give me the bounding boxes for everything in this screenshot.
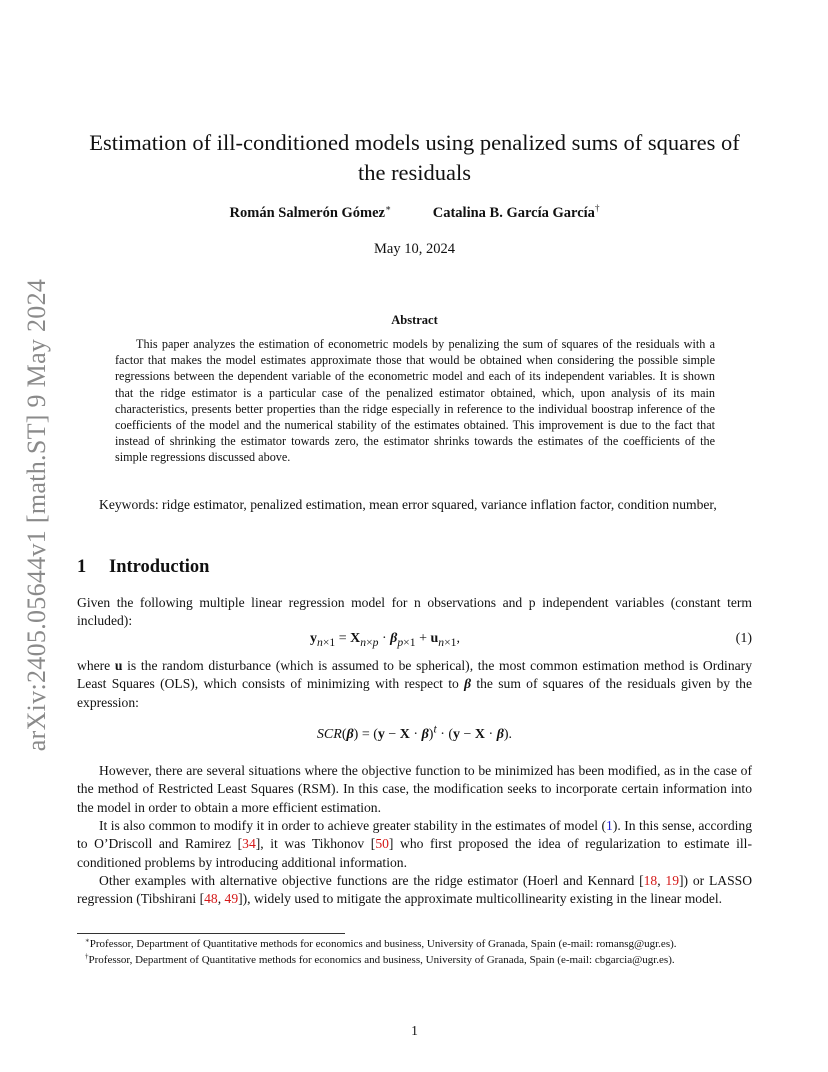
footnote-1-text: Professor, Department of Quantitative methods for economics and business, University of Granada, Spain (e-mail: romansg@ugr.es). [89, 938, 677, 950]
paragraph-ols [77, 657, 752, 712]
footnote-1 [77, 937, 752, 952]
author-2 [433, 205, 600, 221]
p2-text-a: where [77, 658, 115, 673]
keywords: Keywords: ridge estimator, penalized estimation, mean error squared, variance inflation factor, condition number, [99, 497, 717, 512]
author-1-footnote-mark[interactable]: ∗ [385, 203, 392, 214]
equation-1-label: (1) [735, 631, 752, 646]
footnotes [77, 937, 752, 969]
citation-link[interactable]: 50 [375, 836, 389, 852]
author-list [77, 205, 752, 222]
citation-separator: , [217, 891, 225, 907]
abstract-text: This paper analyzes the estimation of econometric models by penalizing the sum of squares of the residuals with a factor that makes the model estimates approximate those that would be obtained when considering the possible simple regressions between the dependent variable of the econometric model and each of its independent variables. It is shown that the ridge estimator is a particular case of the penalized estimator obtained, which, upon analysis of its main characteristics, presents better properties than the ridge especially in reference to the individual boostrap inference of the coefficients of the model and the numerical stability of the estimates obtained. This improvement is due to the fact that instead of shrinking the estimator towards zero, the estimator shrinks towards the estimates of the coefficients of the simple regressions discussed above. [115, 337, 715, 465]
author-1 [230, 205, 392, 221]
p2-symbol-beta: β [464, 676, 472, 692]
section-number: 1 [77, 557, 87, 577]
footnote-2-mark: † [85, 952, 89, 961]
p4-text-d: ] who first proposed the idea of regularization to estimate ill-conditioned problems by introducing additional information. [77, 836, 752, 870]
paper-date: May 10, 2024 [374, 241, 455, 257]
p2-text-c: is the random disturbance (which is assumed to be spherical), the most common estimation method is Ordinary Least Squares (OLS), which consists of minimizing with respect to [77, 658, 752, 692]
citation-link[interactable]: 34 [242, 836, 256, 852]
p5-text-c: ]), widely used to mitigate the approximate multicollinearity existing in the linear model. [238, 891, 723, 907]
p5-text-a: Other examples with alternative objective functions are the ridge estimator (Hoerl and Kennard [ [99, 873, 644, 888]
citation-link[interactable]: 19 [665, 873, 679, 888]
p2-text-e: the sum of squares of the residuals given by the expression: [77, 676, 752, 710]
footnote-2-text: Professor, Department of Quantitative methods for economics and business, University of Granada, Spain (e-mail: cbgarcia@ugr.es). [88, 954, 675, 966]
citation-separator: , [657, 873, 666, 888]
equation-scr [77, 722, 752, 743]
equation-ref-link[interactable]: 1 [606, 818, 613, 833]
section-title: Introduction [109, 557, 210, 577]
author-2-name: Catalina B. García García [432, 205, 595, 221]
section-heading [77, 557, 209, 578]
p4-text-c: ], it was Tikhonov [ [255, 836, 376, 852]
footnote-2 [77, 953, 752, 968]
author-1-name: Román Salmerón Gómez [229, 205, 385, 221]
equation-scr-body: $SCR(\beta) = (y - X \cdot \beta)^t \cdot (y - X \cdot \beta)$. [316, 722, 513, 742]
paragraph-restricted: However, there are several situations where the objective function to be minimized has been modified, as in the case of the method of Restricted Least Squares (RSM). In this case, the modification seeks to incorporate certain information into the model in order to obtain a more efficient estimation. [77, 763, 752, 815]
footnote-rule [77, 933, 345, 934]
paper-title: Estimation of ill-conditioned models using penalized sums of squares of the residuals [89, 130, 740, 185]
author-2-footnote-mark[interactable]: † [594, 203, 600, 214]
p5-text-b: ]) or LASSO regression (Tibshirani [ [77, 873, 753, 907]
citation-link[interactable]: 48 [204, 891, 218, 907]
citation-link[interactable]: 18 [643, 873, 658, 888]
equation-1 [77, 629, 752, 649]
arxiv-side-identifier [24, 272, 50, 758]
arxiv-identifier-text: arXiv:2405.05644v1 [math.ST] 9 May 2024 [22, 278, 51, 752]
p2-symbol-u: u [114, 658, 123, 673]
page-number: 1 [411, 1023, 418, 1038]
p4-text-b: ). In this sense, according to O’Driscoll and Ramirez [ [77, 818, 752, 852]
paragraph-regularization [77, 817, 752, 872]
footnote-1-mark: ∗ [85, 936, 90, 945]
citation-link[interactable]: 49 [224, 891, 239, 907]
paragraph-model: Given the following multiple linear regression model for n observations and p independent variables (constant term included): [77, 595, 752, 629]
paragraph-ridge-lasso [77, 872, 752, 909]
abstract-heading: Abstract [391, 313, 438, 327]
equation-1-body: $y_{n\times 1} = X_{n\times p} \cdot \beta_{p\times 1} + u_{n\times 1}$, [310, 631, 461, 649]
p4-text-a: It is also common to modify it in order to achieve greater stability in the estimates of model ( [99, 818, 607, 833]
